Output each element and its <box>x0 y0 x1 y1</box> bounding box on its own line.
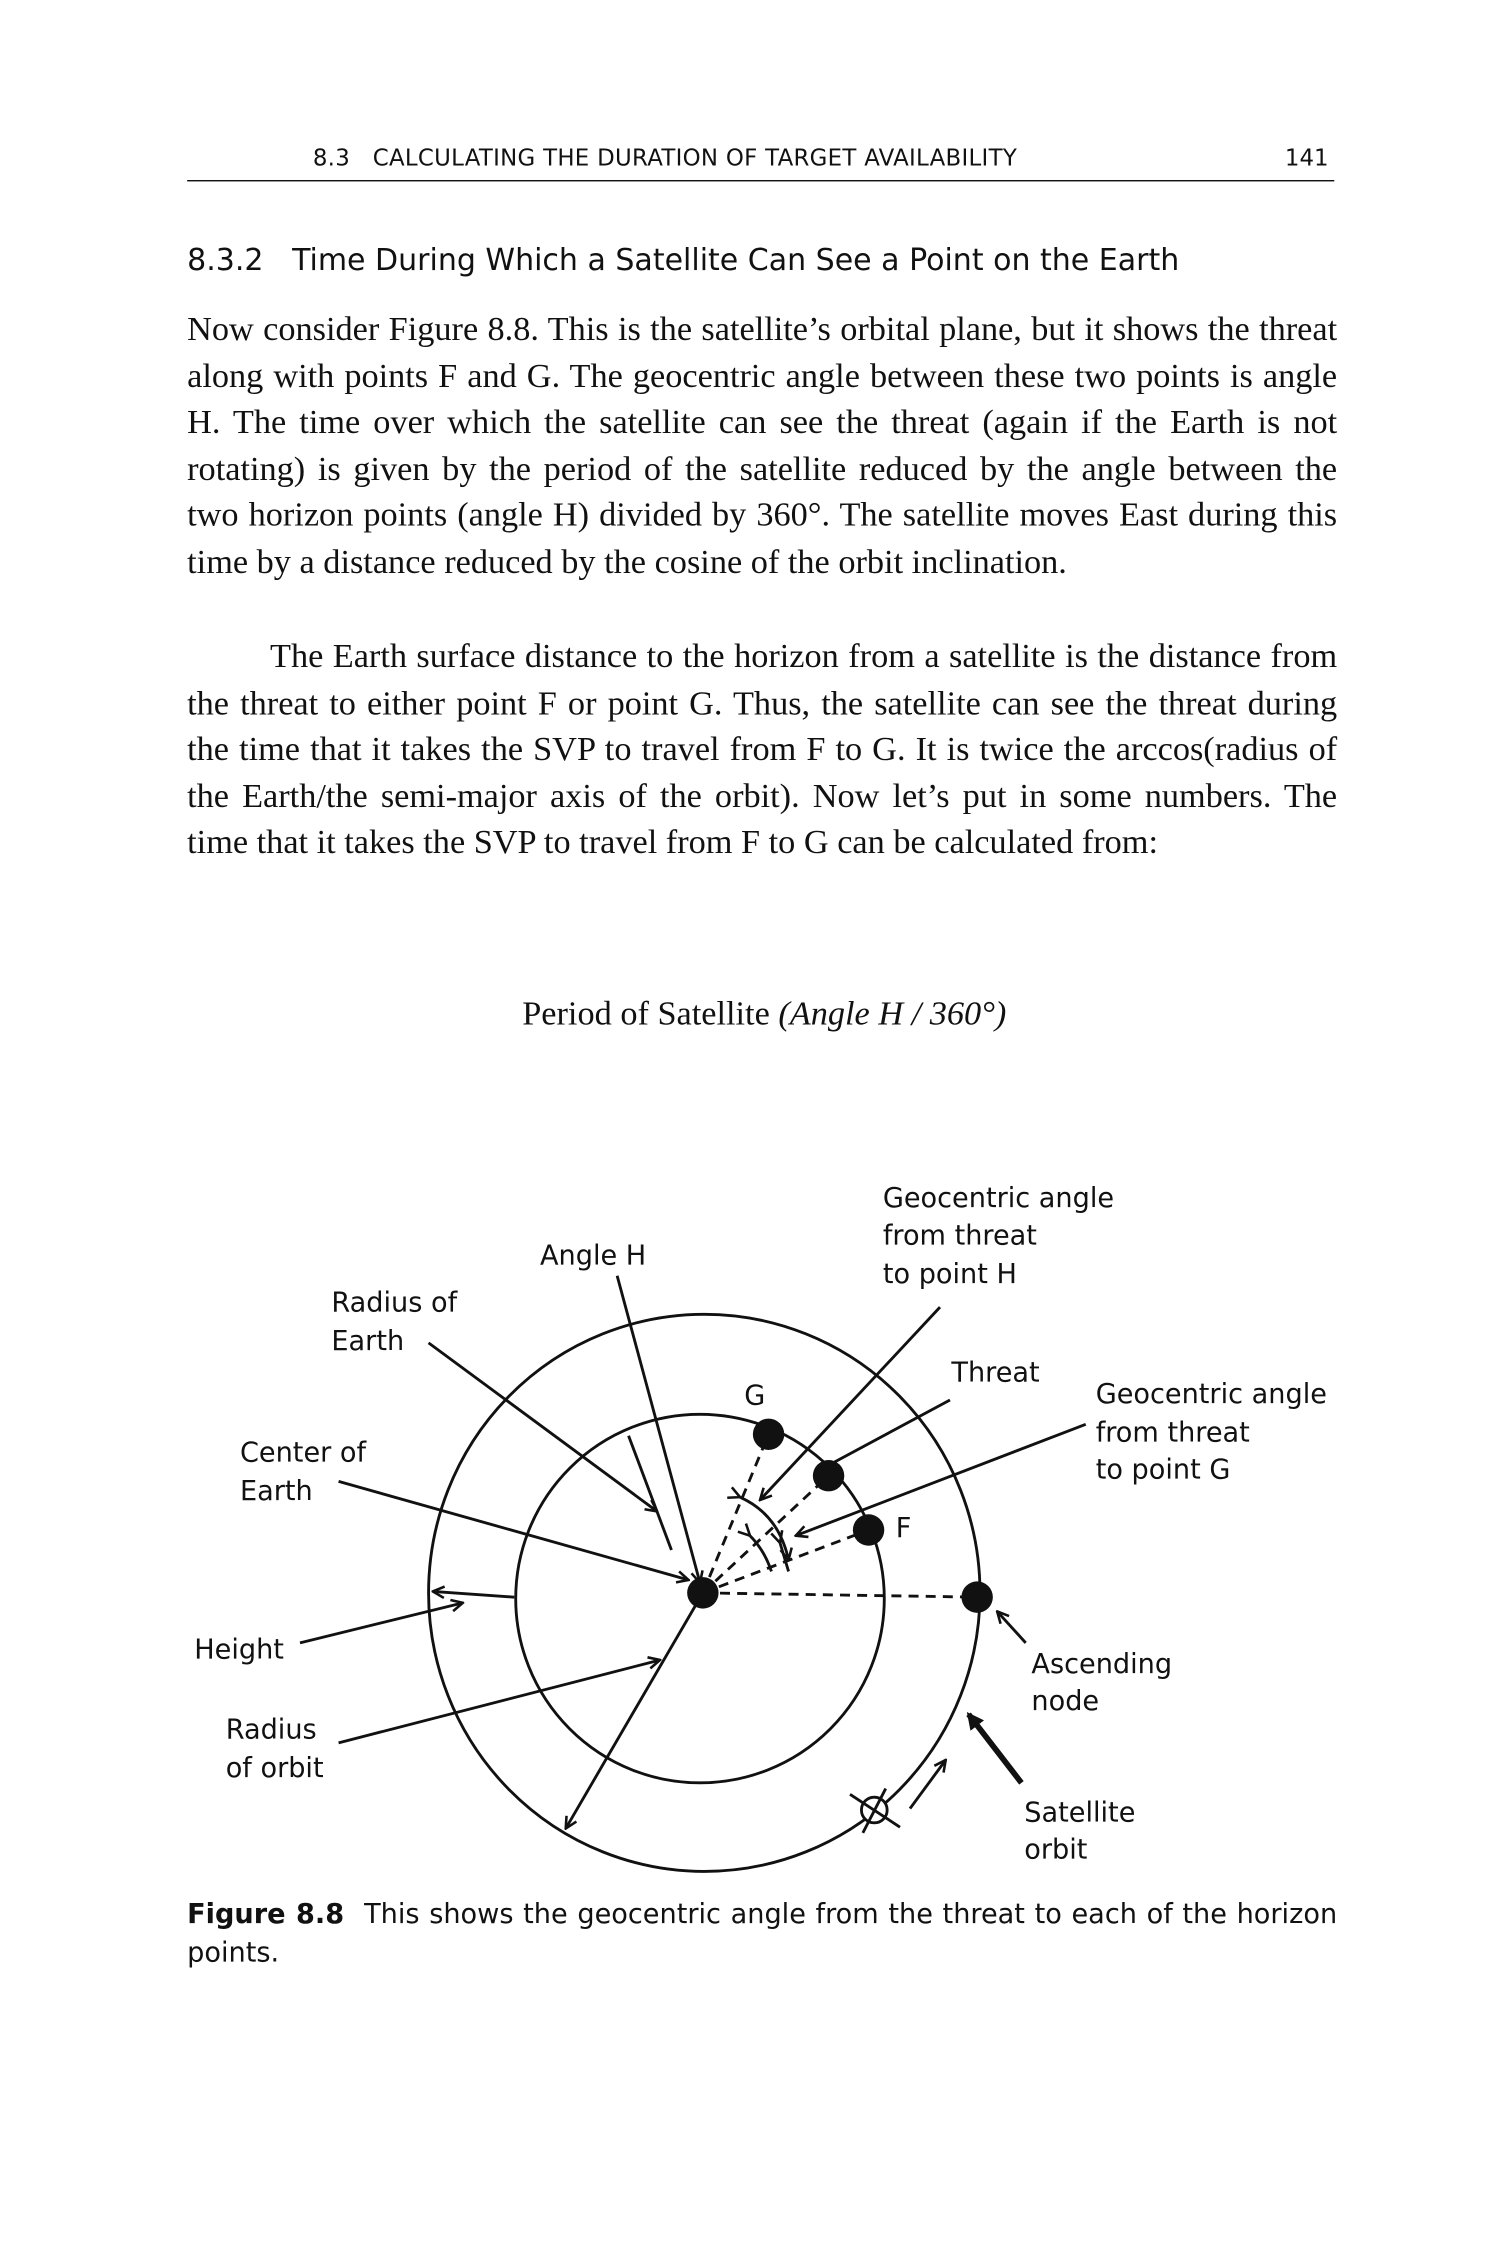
label-geo-g: to point G <box>1095 1454 1231 1486</box>
figure-caption <box>187 1896 1337 1973</box>
label-geo-g: from threat <box>1095 1417 1250 1449</box>
page-number: 141 <box>1284 144 1329 172</box>
label-threat: Threat <box>951 1357 1040 1389</box>
label-geo-h: from threat <box>882 1220 1037 1252</box>
label-geo-h: to point H <box>882 1258 1017 1290</box>
label-radius-orbit: of orbit <box>225 1753 324 1785</box>
center-of-earth-dot <box>687 1577 718 1608</box>
label-radius-earth: Radius of <box>331 1287 458 1319</box>
section-heading: 8.3.2 Time During Which a Satellite Can See a Point on the Earth <box>187 242 1180 278</box>
point-f-dot <box>853 1514 884 1545</box>
threat-dot <box>813 1460 844 1491</box>
label-height: Height <box>194 1634 284 1666</box>
ascending-node-dot <box>961 1581 992 1612</box>
angle-arc <box>750 1536 771 1572</box>
label-satellite-orbit: Satellite <box>1024 1797 1136 1829</box>
point-g-dot <box>753 1419 784 1450</box>
formula-expression: (Angle H / 360°) <box>778 995 1007 1033</box>
paragraph: Now consider Figure 8.8. This is the satellite’s orbital plane, but it shows the threat along with points F and G. The geocentric angle between these two points is angle H. The time over which the satellite can see the threat (again if the Earth is not rotating) is given by the period of the satellite reduced by the angle between the two horizon points (angle H) divided by 360°. The satellite moves East during this time by a distance reduced by the cosine of the orbit inclination. <box>187 311 1338 582</box>
formula-prefix: Period of Satellite <box>522 995 779 1033</box>
label-radius-earth: Earth <box>331 1325 405 1357</box>
label-center-earth: Earth <box>239 1475 313 1507</box>
caption-label: Figure 8.8 <box>187 1898 345 1930</box>
paragraph: The Earth surface distance to the horizon from a satellite is the distance from the threat to either point F or point G. Thus, the satellite can see the threat during the time that it takes the SVP to travel from F to G. It is twice the arccos(radius of the Earth/the semi-major axis of the orbit). Now let’s put in some numbers. The time that it takes the SVP to travel from F to G can be calculated from: <box>187 638 1338 862</box>
label-ascending-node: node <box>1031 1685 1100 1717</box>
label-ascending-node: Ascending <box>1031 1648 1173 1680</box>
label-angle-h: Angle H <box>539 1240 647 1272</box>
label-center-earth: Center of <box>239 1437 367 1469</box>
label-f: F <box>895 1513 912 1545</box>
running-header-title: 8.3 CALCULATING THE DURATION OF TARGET AVAILABILITY <box>312 144 1018 172</box>
caption-text: This shows the geocentric angle from the threat to each of the horizon points. <box>187 1898 1338 1969</box>
label-satellite-orbit: orbit <box>1024 1834 1088 1866</box>
label-geo-h: Geocentric angle <box>882 1183 1115 1215</box>
label-geo-g: Geocentric angle <box>1095 1378 1327 1410</box>
label-g: G <box>744 1380 766 1412</box>
label-radius-orbit: Radius <box>225 1714 317 1746</box>
